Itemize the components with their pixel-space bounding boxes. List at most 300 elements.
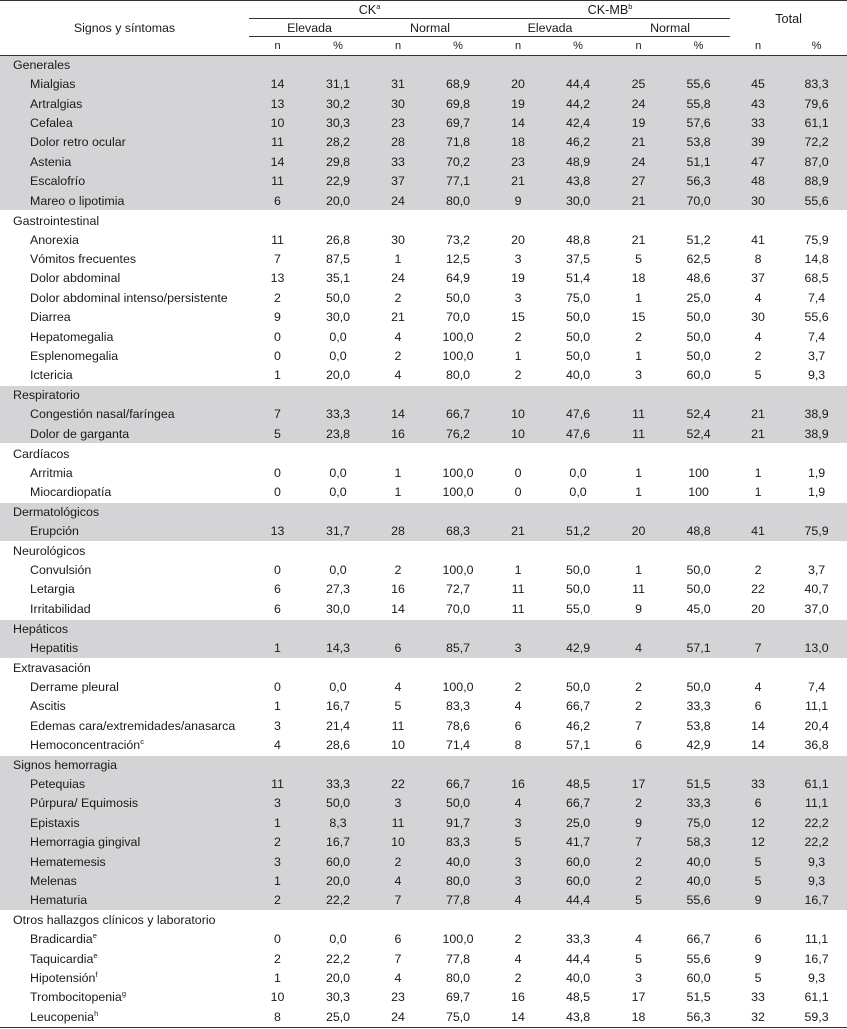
percent-cell: 75,9 — [786, 521, 847, 541]
row-label: Hemorragia gingival — [30, 835, 141, 850]
count-cell: 4 — [490, 794, 546, 813]
percent-cell: 25,0 — [546, 813, 610, 832]
count-cell: 12 — [730, 832, 786, 851]
table-row — [0, 94, 847, 113]
percent-cell: 100,0 — [442, 329, 474, 344]
count-cell: 9 — [730, 891, 786, 911]
count-cell: 4 — [490, 891, 546, 911]
count-cell: 2 — [635, 679, 642, 694]
count-cell: 5 — [730, 871, 786, 890]
ckmb-elevated-header: Elevada — [490, 19, 610, 37]
percent-cell: 52,4 — [667, 405, 730, 424]
row-label: Leucopenia — [30, 1009, 95, 1024]
percent-cell: 66,7 — [565, 699, 591, 714]
count-cell: 25 — [610, 75, 667, 94]
percent-cell: 41,7 — [546, 832, 610, 851]
percent-cell: 60,0 — [686, 971, 711, 986]
percent-cell: 40,0 — [667, 871, 730, 890]
percent-cell: 3,7 — [807, 563, 826, 578]
percent-cell: 52,4 — [667, 424, 730, 444]
percent-cell: 0,0 — [329, 679, 347, 694]
count-cell: 0 — [274, 563, 281, 578]
row-label: Dolor abdominal — [30, 271, 121, 286]
count-cell: 4 — [610, 638, 667, 658]
percent-cell: 0,0 — [329, 348, 347, 363]
percent-cell: 22,2 — [786, 832, 847, 851]
percent-cell: 51,1 — [667, 152, 730, 171]
count-cell: 0 — [514, 485, 522, 500]
percent-cell: 31,1 — [306, 75, 370, 94]
count-cell: 0 — [274, 932, 281, 947]
count-cell: 20 — [751, 601, 765, 616]
percent-cell: 9,3 — [786, 871, 847, 890]
table-row — [0, 249, 847, 268]
percent-cell: 55,0 — [565, 601, 591, 616]
percent-cell: 40,7 — [804, 582, 829, 597]
count-cell: 24 — [610, 94, 667, 113]
count-cell: 30 — [730, 191, 786, 211]
count-cell: 15 — [511, 310, 525, 325]
row-label: Artralgias — [30, 96, 83, 111]
percent-cell: 38,9 — [786, 405, 847, 424]
n-header: n — [249, 37, 306, 56]
percent-cell: 100,0 — [442, 485, 474, 500]
row-label-cell — [0, 288, 249, 307]
count-cell: 33 — [370, 152, 426, 171]
percent-cell: 44,4 — [565, 951, 591, 966]
row-label: Anorexia — [30, 232, 79, 247]
count-cell: 11 — [370, 813, 426, 832]
percent-cell: 70,0 — [445, 310, 471, 325]
count-cell: 1 — [274, 368, 281, 383]
count-cell: 7 — [394, 951, 402, 966]
category-label: Neurológicos — [0, 541, 847, 560]
percent-cell: 55,6 — [786, 191, 847, 211]
row-label-cell — [0, 716, 249, 735]
percent-cell: 66,7 — [546, 794, 610, 813]
percent-cell: 16,7 — [306, 832, 370, 851]
count-cell: 24 — [610, 152, 667, 171]
count-cell: 28 — [370, 521, 426, 541]
count-cell: 45 — [730, 75, 786, 94]
count-cell: 37 — [751, 271, 765, 286]
percent-cell: 100,0 — [442, 679, 474, 694]
percent-cell: 48,9 — [546, 152, 610, 171]
row-label-cell — [0, 560, 249, 579]
percent-cell: 60,0 — [546, 852, 610, 871]
row-label-cell — [0, 735, 249, 755]
count-cell: 28 — [370, 133, 426, 152]
row-label-cell — [0, 75, 249, 94]
percent-cell: 50,0 — [686, 679, 711, 694]
percent-cell: 83,3 — [445, 699, 471, 714]
count-cell: 6 — [754, 699, 762, 714]
count-cell: 13 — [249, 94, 306, 113]
count-cell: 6 — [274, 582, 281, 597]
count-cell: 5 — [754, 368, 762, 383]
count-cell: 23 — [490, 152, 546, 171]
category-row — [0, 755, 847, 774]
percent-cell: 60,0 — [546, 871, 610, 890]
percent-cell: 50,0 — [325, 290, 351, 305]
table-row — [0, 366, 847, 386]
count-cell: 19 — [490, 94, 546, 113]
percent-cell: 68,5 — [804, 271, 829, 286]
percent-cell: 22,2 — [786, 813, 847, 832]
percent-cell: 73,2 — [445, 232, 471, 247]
percent-cell: 44,4 — [546, 891, 610, 911]
count-cell: 9 — [274, 310, 281, 325]
pct-header: % — [546, 37, 610, 56]
percent-cell: 33,3 — [686, 699, 711, 714]
percent-cell: 22,2 — [306, 891, 370, 911]
row-label-cell — [0, 191, 249, 211]
percent-cell: 7,4 — [807, 329, 826, 344]
count-cell: 5 — [610, 891, 667, 911]
table-row — [0, 677, 847, 696]
count-cell: 20 — [490, 75, 546, 94]
table-row — [0, 988, 847, 1007]
table-row — [0, 405, 847, 424]
count-cell: 10 — [270, 990, 285, 1005]
percent-cell: 55,6 — [667, 891, 730, 911]
count-cell: 0 — [274, 485, 281, 500]
row-label: Derrame pleural — [30, 679, 119, 694]
row-label: Escalofrío — [30, 174, 86, 189]
percent-cell: 51,2 — [686, 232, 711, 247]
count-cell: 9 — [610, 813, 667, 832]
percent-cell: 80,0 — [445, 368, 471, 383]
count-cell: 14 — [490, 1007, 546, 1027]
percent-cell: 42,9 — [546, 638, 610, 658]
percent-cell: 85,7 — [426, 638, 490, 658]
footnote-marker: g — [121, 989, 127, 999]
count-cell: 2 — [610, 852, 667, 871]
count-cell: 2 — [514, 679, 522, 694]
count-cell: 1 — [514, 563, 522, 578]
category-row — [0, 541, 847, 560]
category-label: Signos hemorragia — [0, 755, 847, 774]
row-label: Hematuria — [30, 893, 88, 908]
percent-cell: 8,3 — [306, 813, 370, 832]
count-cell: 2 — [249, 832, 306, 851]
count-cell: 5 — [635, 252, 642, 266]
percent-cell: 25,0 — [686, 290, 711, 305]
percent-cell: 50,0 — [686, 348, 711, 363]
count-cell: 11 — [249, 172, 306, 191]
count-cell: 5 — [730, 852, 786, 871]
percent-cell: 30,0 — [325, 310, 351, 325]
table-row — [0, 813, 847, 832]
count-cell: 1 — [635, 348, 642, 363]
percent-cell: 53,8 — [686, 718, 711, 733]
count-cell: 8 — [249, 1007, 306, 1027]
row-label-cell — [0, 113, 249, 132]
count-cell: 24 — [391, 271, 405, 286]
count-cell: 21 — [490, 172, 546, 191]
percent-cell: 80,0 — [426, 191, 490, 211]
percent-cell: 87,0 — [786, 152, 847, 171]
category-row — [0, 911, 847, 930]
count-cell: 7 — [370, 891, 426, 911]
count-cell: 11 — [391, 718, 405, 733]
percent-cell: 75,0 — [565, 290, 591, 305]
count-cell: 22 — [751, 582, 765, 597]
percent-cell: 76,2 — [426, 424, 490, 444]
ck-header-label: CK — [358, 2, 377, 17]
count-cell: 23 — [391, 990, 405, 1005]
percent-cell: 72,2 — [786, 133, 847, 152]
percent-cell: 68,3 — [426, 521, 490, 541]
percent-cell: 35,1 — [325, 271, 351, 286]
count-cell: 20 — [511, 232, 525, 247]
percent-cell: 0,0 — [329, 465, 347, 480]
percent-cell: 48,6 — [686, 271, 711, 286]
pct-header: % — [306, 37, 370, 56]
count-cell: 1 — [635, 465, 642, 480]
percent-cell: 69,7 — [426, 113, 490, 132]
pct-header: % — [426, 37, 490, 56]
n-header: n — [490, 37, 546, 56]
count-cell: 2 — [514, 329, 522, 344]
percent-cell: 47,6 — [546, 424, 610, 444]
count-cell: 2 — [635, 699, 642, 714]
count-cell: 18 — [631, 271, 646, 286]
table-row — [0, 638, 847, 658]
count-cell: 11 — [632, 582, 645, 597]
count-cell: 24 — [370, 191, 426, 211]
percent-cell: 78,6 — [445, 718, 471, 733]
row-label: Edemas cara/extremidades/anasarca — [30, 718, 236, 733]
row-label: Miocardiopatía — [30, 485, 112, 500]
count-cell: 0 — [274, 679, 281, 694]
percent-cell: 0,0 — [329, 485, 347, 500]
percent-cell: 71,4 — [445, 737, 471, 752]
category-row — [0, 658, 847, 677]
row-label-cell — [0, 152, 249, 171]
count-cell: 1 — [635, 290, 642, 305]
footnote-marker: e — [92, 931, 97, 941]
table-row — [0, 269, 847, 288]
percent-cell: 66,7 — [686, 932, 711, 947]
table-row — [0, 133, 847, 152]
count-cell: 4 — [754, 679, 762, 694]
percent-cell: 14,8 — [804, 252, 829, 266]
count-cell: 2 — [370, 852, 426, 871]
count-cell: 16 — [490, 774, 546, 793]
count-cell: 2 — [610, 871, 667, 890]
percent-cell: 0,0 — [329, 932, 347, 947]
table-row — [0, 482, 847, 502]
count-cell: 39 — [730, 133, 786, 152]
percent-cell: 42,9 — [686, 737, 711, 752]
row-label-cell — [0, 580, 249, 599]
percent-cell: 66,7 — [426, 405, 490, 424]
table-row — [0, 735, 847, 755]
total-header: Total — [730, 1, 847, 37]
percent-cell: 30,0 — [325, 601, 351, 616]
category-label: Generales — [0, 56, 847, 75]
count-cell: 20 — [610, 521, 667, 541]
percent-cell: 16,7 — [325, 699, 351, 714]
percent-cell: 16,7 — [804, 951, 829, 966]
count-cell: 2 — [274, 290, 281, 305]
count-cell: 16 — [511, 990, 525, 1005]
row-label: Epistaxis — [30, 815, 80, 830]
percent-cell: 55,8 — [667, 94, 730, 113]
ck-header-sup: a — [376, 1, 381, 11]
percent-cell: 45,0 — [686, 601, 711, 616]
row-label: Melenas — [30, 873, 77, 888]
count-cell: 2 — [514, 971, 522, 986]
count-cell: 7 — [610, 832, 667, 851]
row-label-cell — [0, 133, 249, 152]
count-cell: 18 — [490, 133, 546, 152]
percent-cell: 1,9 — [807, 465, 826, 480]
count-cell: 2 — [754, 563, 762, 578]
count-cell: 22 — [370, 774, 426, 793]
percent-cell: 30,3 — [306, 113, 370, 132]
percent-cell: 50,0 — [565, 563, 591, 578]
percent-cell: 51,5 — [667, 774, 730, 793]
row-label: Convulsión — [30, 563, 92, 578]
percent-cell: 36,8 — [804, 737, 829, 752]
percent-cell: 71,8 — [426, 133, 490, 152]
percent-cell: 66,7 — [426, 774, 490, 793]
percent-cell: 44,2 — [546, 94, 610, 113]
count-cell: 7 — [635, 718, 642, 733]
percent-cell: 60,0 — [306, 852, 370, 871]
row-label: Mialgias — [30, 77, 76, 92]
percent-cell: 100,0 — [442, 563, 474, 578]
percent-cell: 61,1 — [786, 113, 847, 132]
percent-cell: 30,3 — [325, 990, 351, 1005]
count-cell: 23 — [370, 113, 426, 132]
percent-cell: 57,1 — [565, 737, 591, 752]
percent-cell: 20,0 — [325, 368, 351, 383]
percent-cell: 27,3 — [325, 582, 351, 597]
count-cell: 1 — [274, 699, 281, 714]
ck-elevated-header: Elevada — [249, 19, 370, 37]
count-cell: 9 — [754, 951, 762, 966]
table-row — [0, 949, 847, 968]
count-cell: 4 — [394, 971, 402, 986]
count-cell: 24 — [370, 1007, 426, 1027]
percent-cell: 88,9 — [786, 172, 847, 191]
table-row — [0, 871, 847, 890]
count-cell: 33 — [730, 774, 786, 793]
n-header: n — [610, 37, 667, 56]
row-label: Hepatitis — [30, 640, 79, 655]
percent-cell: 55,6 — [667, 75, 730, 94]
percent-cell: 44,4 — [546, 75, 610, 94]
table-row — [0, 191, 847, 211]
percent-cell: 75,0 — [667, 813, 730, 832]
percent-cell: 13,0 — [786, 638, 847, 658]
count-cell: 6 — [730, 794, 786, 813]
count-cell: 32 — [730, 1007, 786, 1027]
table-row — [0, 852, 847, 871]
table-row — [0, 327, 847, 346]
count-cell: 18 — [610, 1007, 667, 1027]
row-label-cell — [0, 968, 249, 987]
percent-cell: 0,0 — [329, 329, 347, 344]
percent-cell: 43,8 — [546, 1007, 610, 1027]
table-row — [0, 230, 847, 249]
table-row — [0, 307, 847, 326]
count-cell: 11 — [271, 232, 284, 247]
percent-cell: 50,0 — [426, 794, 490, 813]
percent-cell: 70,0 — [445, 601, 471, 616]
row-label-cell — [0, 774, 249, 793]
count-cell: 21 — [730, 405, 786, 424]
count-cell: 1 — [754, 465, 762, 480]
count-cell: 17 — [610, 774, 667, 793]
count-cell: 1 — [249, 871, 306, 890]
count-cell: 12 — [730, 813, 786, 832]
row-label: Dolor de garganta — [30, 426, 130, 441]
count-cell: 8 — [514, 737, 522, 752]
table-body — [0, 56, 847, 1028]
table-row — [0, 521, 847, 541]
percent-cell: 77,1 — [426, 172, 490, 191]
signs-header: Signos y síntomas — [0, 1, 249, 56]
percent-cell: 11,1 — [804, 932, 829, 947]
row-label: Púrpura/ Equimosis — [30, 796, 139, 811]
percent-cell: 20,0 — [325, 971, 351, 986]
row-label-cell — [0, 794, 249, 813]
percent-cell: 83,3 — [786, 75, 847, 94]
row-label-cell — [0, 871, 249, 890]
table-row — [0, 930, 847, 949]
percent-cell: 50,0 — [306, 794, 370, 813]
percent-cell: 33,3 — [667, 794, 730, 813]
row-label-cell — [0, 249, 249, 268]
percent-cell: 0,0 — [329, 563, 347, 578]
count-cell: 13 — [249, 521, 306, 541]
percent-cell: 3,7 — [807, 348, 826, 363]
table-row — [0, 424, 847, 444]
count-cell: 3 — [514, 290, 522, 305]
percent-cell: 50,0 — [686, 563, 711, 578]
row-label-cell — [0, 482, 249, 502]
percent-cell: 20,4 — [804, 718, 829, 733]
count-cell: 0 — [514, 465, 522, 480]
category-label: Cardíacos — [0, 444, 847, 463]
table-row — [0, 75, 847, 94]
percent-cell: 50,0 — [565, 679, 591, 694]
count-cell: 17 — [631, 990, 646, 1005]
percent-cell: 68,9 — [426, 75, 490, 94]
count-cell: 6 — [394, 932, 402, 947]
percent-cell: 40,0 — [667, 852, 730, 871]
count-cell: 33 — [751, 990, 765, 1005]
percent-cell: 40,0 — [565, 971, 591, 986]
count-cell: 21 — [490, 521, 546, 541]
footnote-marker: e — [93, 950, 98, 960]
percent-cell: 51,4 — [565, 271, 591, 286]
count-cell: 0 — [274, 329, 281, 344]
percent-cell: 20,0 — [306, 871, 370, 890]
count-cell: 30 — [391, 232, 405, 247]
percent-cell: 42,4 — [546, 113, 610, 132]
count-cell: 4 — [274, 737, 281, 752]
category-row — [0, 56, 847, 75]
percent-cell: 50,0 — [565, 329, 591, 344]
table-row — [0, 697, 847, 716]
row-label: Esplenomegalia — [30, 348, 119, 363]
count-cell: 14 — [490, 113, 546, 132]
